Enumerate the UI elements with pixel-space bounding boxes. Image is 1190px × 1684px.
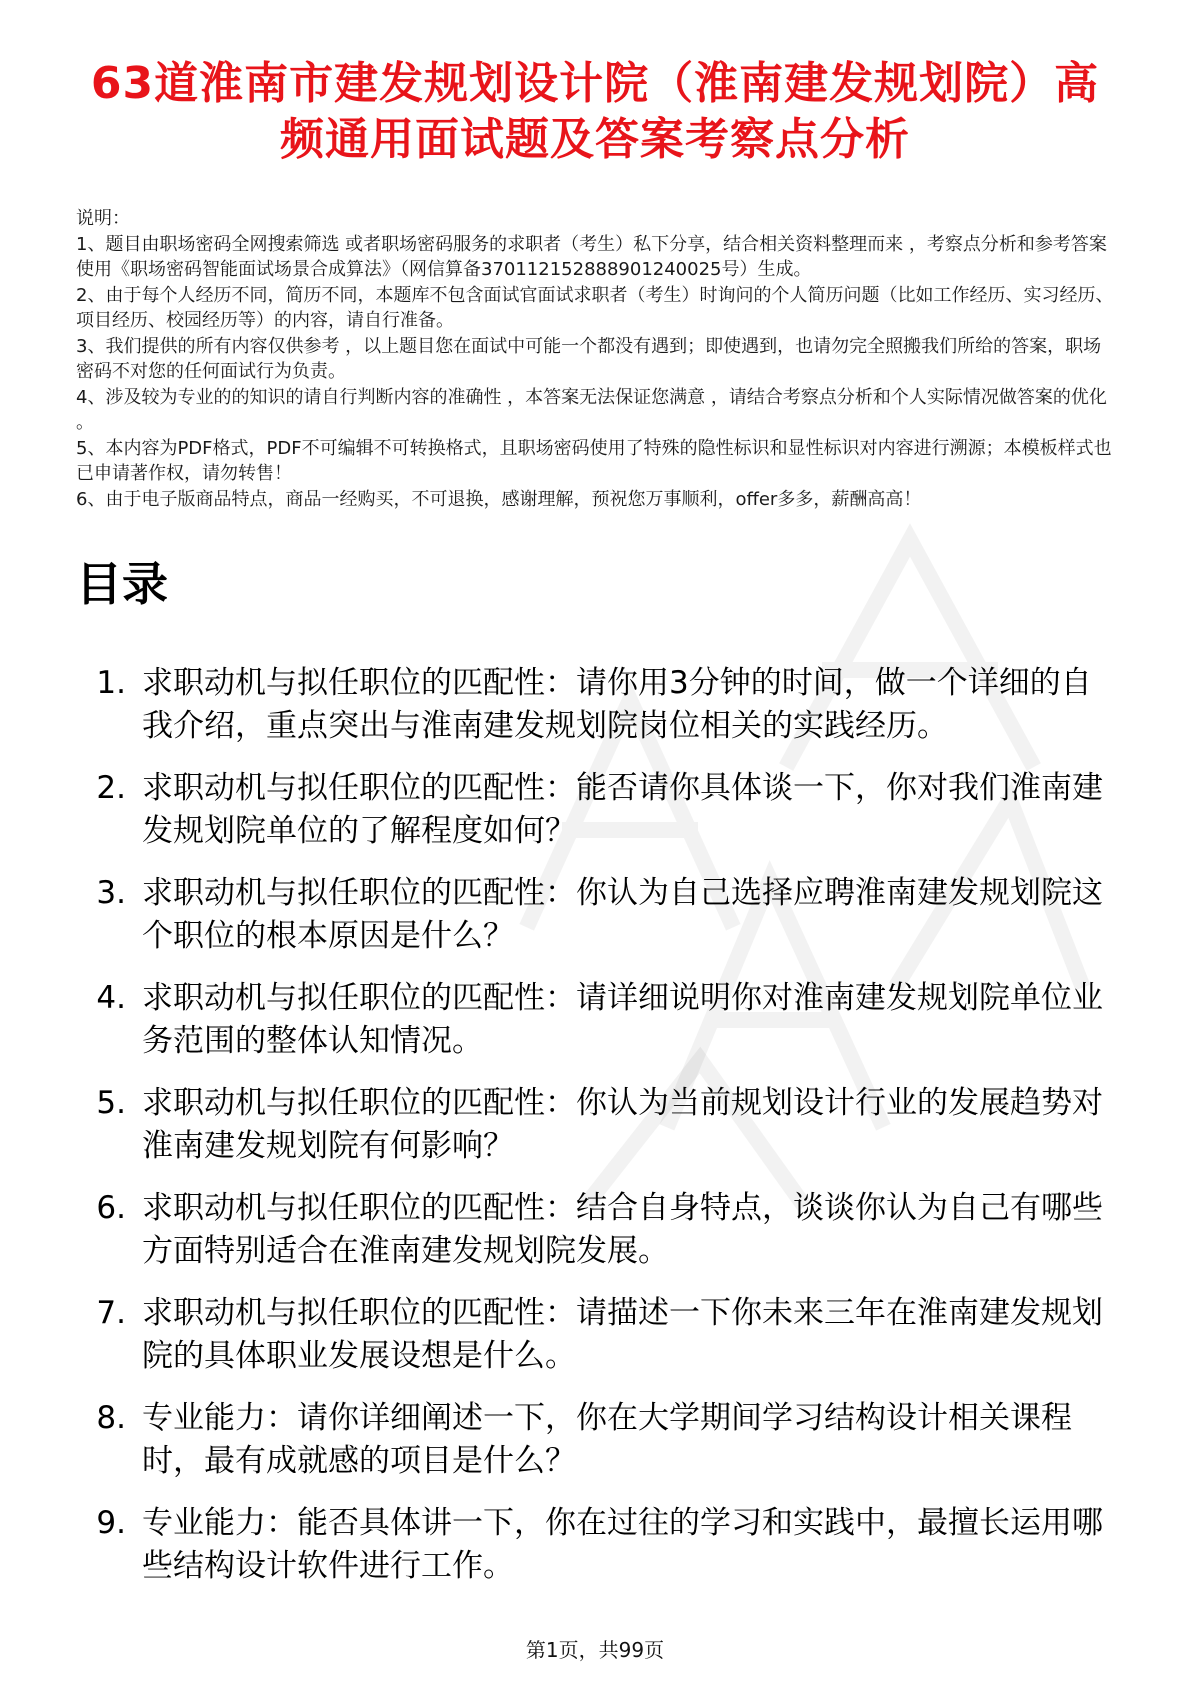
toc-item-text: 求职动机与拟任职位的匹配性：你认为自己选择应聘淮南建发规划院这个职位的根本原因是什么？ [142, 875, 1103, 954]
note-item: 3、我们提供的所有内容仅供参考 ，以上题目您在面试中可能一个都没有遇到；即使遇到，也请勿完全照搬我们所给的答案，职场密码不对您的任何面试行为负责。 [76, 335, 1102, 382]
note-item: 4、涉及较为专业的的知识的请自行判断内容的准确性 ，本答案无法保证您满意 ，请结合考察点分析和个人实际情况做答案的优化 。 [76, 386, 1107, 433]
notes-section [76, 206, 1114, 512]
toc-item[interactable] [76, 872, 1114, 958]
toc-item[interactable] [76, 1187, 1114, 1273]
toc-item-number: 7. [96, 1295, 126, 1331]
toc-item-number: 4. [96, 980, 126, 1016]
toc-item-text: 求职动机与拟任职位的匹配性：能否请你具体谈一下，你对我们淮南建发规划院单位的了解程度如何？ [142, 770, 1103, 849]
document-title: 63道淮南市建发规划设计院（淮南建发规划院）高频通用面试题及答案考察点分析 [90, 58, 1100, 165]
toc-item[interactable] [76, 1502, 1114, 1588]
toc-item[interactable] [76, 662, 1114, 748]
toc-item-number: 3. [96, 875, 126, 911]
toc-item-number: 9. [96, 1505, 126, 1541]
toc-item-text: 求职动机与拟任职位的匹配性：请详细说明你对淮南建发规划院单位业务范围的整体认知情况。 [142, 980, 1103, 1059]
note-item: 1、题目由职场密码全网搜索筛选 或者职场密码服务的求职者（考生）私下分享，结合相关资料整理而来 ，考察点分析和参考答案使用《职场密码智能面试场景合成算法》（网信算备370112152888901240025号）生成。 [76, 233, 1107, 280]
toc-item-text: 求职动机与拟任职位的匹配性：请描述一下你未来三年在淮南建发规划院的具体职业发展设想是什么。 [142, 1295, 1103, 1374]
toc-item-number: 6. [96, 1190, 126, 1226]
toc-item[interactable] [76, 767, 1114, 853]
toc-item-number: 1. [96, 665, 126, 701]
toc-item[interactable] [76, 1082, 1114, 1168]
toc-item[interactable] [76, 977, 1114, 1063]
toc-item-text: 求职动机与拟任职位的匹配性：你认为当前规划设计行业的发展趋势对淮南建发规划院有何影响？ [142, 1085, 1103, 1164]
page-footer: 第1页，共99页 [525, 1638, 665, 1662]
toc-item-text: 专业能力：能否具体讲一下，你在过往的学习和实践中，最擅长运用哪些结构设计软件进行工作。 [142, 1505, 1103, 1584]
toc-item-number: 8. [96, 1400, 126, 1436]
toc-item[interactable] [76, 1292, 1114, 1378]
note-item: 5、本内容为PDF格式，PDF不可编辑不可转换格式，且职场密码使用了特殊的隐性标识和显性标识对内容进行溯源；本模板样式也已申请著作权，请勿转售！ [76, 437, 1112, 484]
toc-item-number: 2. [96, 770, 126, 806]
toc-item-text: 求职动机与拟任职位的匹配性：请你用3分钟的时间，做一个详细的自我介绍，重点突出与淮南建发规划院岗位相关的实践经历。 [142, 665, 1092, 744]
toc-item-number: 5. [96, 1085, 126, 1121]
notes-heading: 说明： [76, 208, 130, 229]
toc-item-text: 专业能力：请你详细阐述一下，你在大学期间学习结构设计相关课程时，最有成就感的项目是什么？ [142, 1400, 1072, 1479]
toc-item-text: 求职动机与拟任职位的匹配性：结合自身特点，谈谈你认为自己有哪些方面特别适合在淮南建发规划院发展。 [142, 1190, 1103, 1269]
toc-heading: 目录 [76, 557, 168, 611]
note-item: 2、由于每个人经历不同，简历不同，本题库不包含面试官面试求职者（考生）时询问的个人简历问题（比如工作经历、实习经历、项目经历、校园经历等）的内容，请自行准备。 [76, 284, 1114, 331]
note-item: 6、由于电子版商品特点，商品一经购买，不可退换，感谢理解，预祝您万事顺利，offer多多，薪酬高高！ [76, 488, 922, 510]
toc-list [76, 662, 1114, 1588]
toc-item[interactable] [76, 1397, 1114, 1483]
